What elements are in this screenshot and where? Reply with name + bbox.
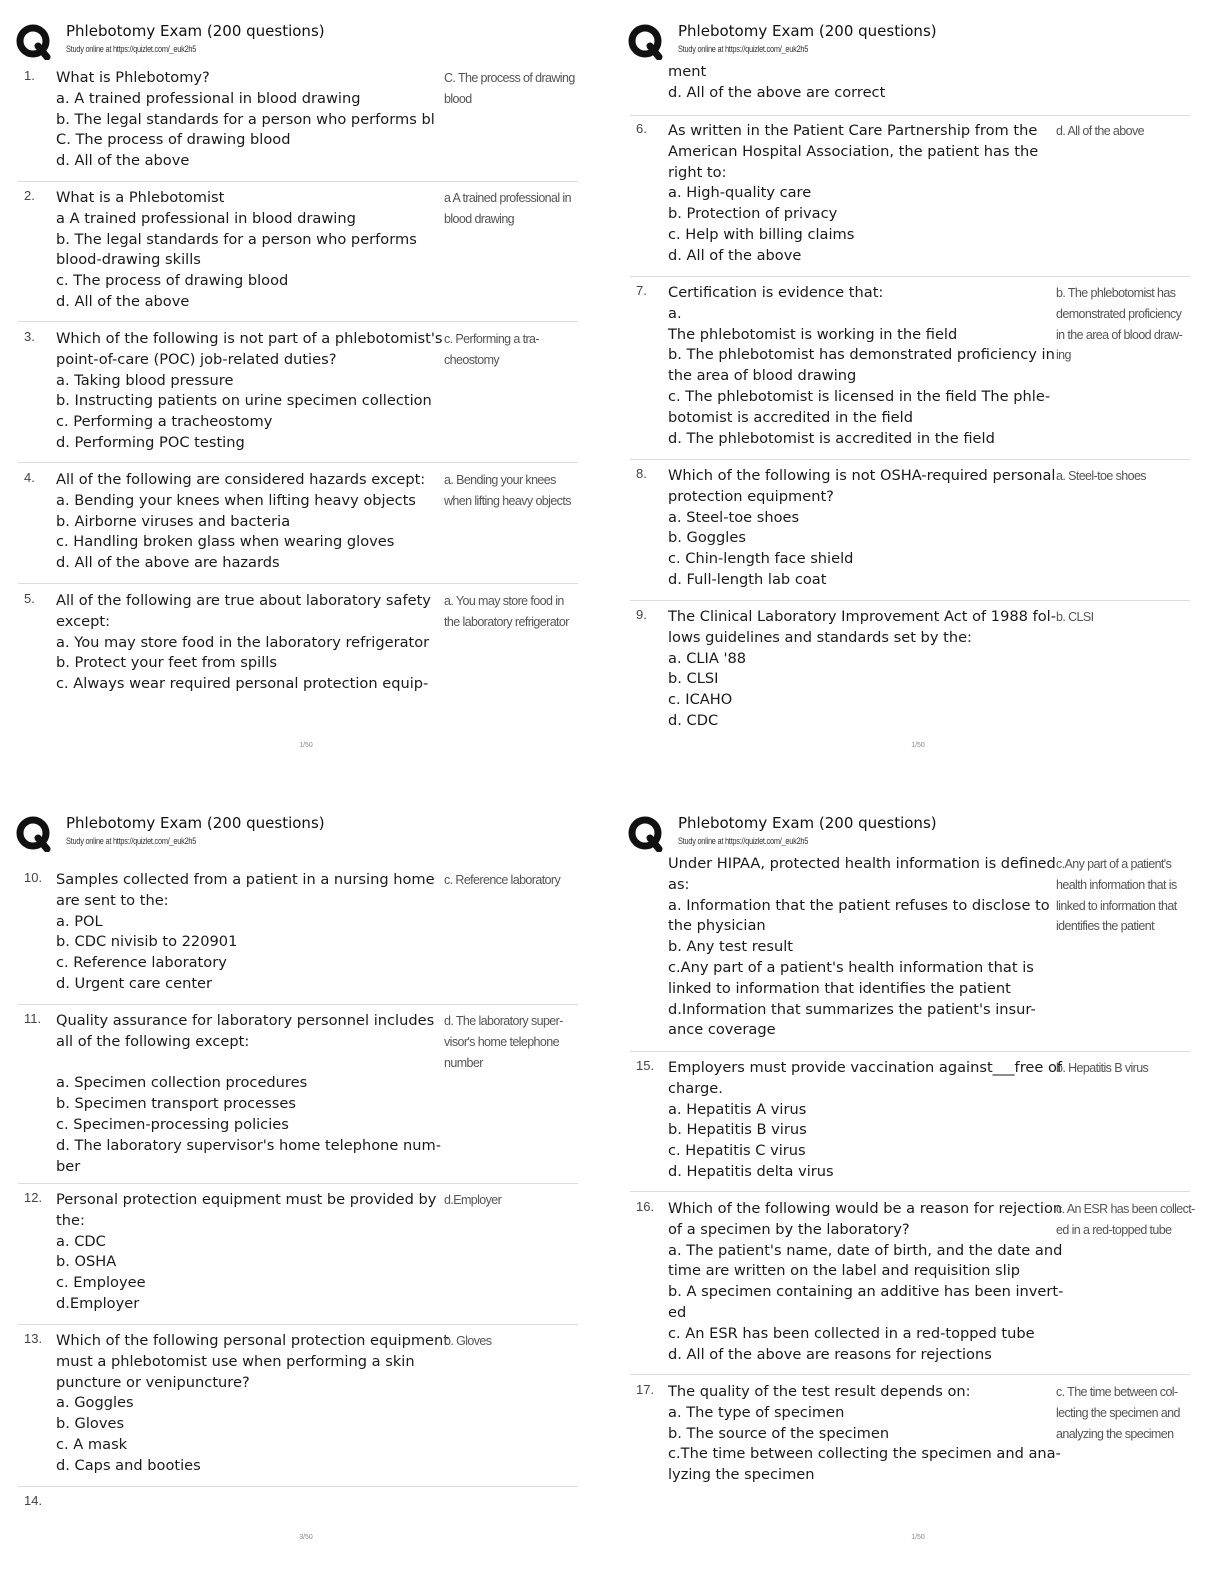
question-line: are sent to the: (56, 891, 169, 909)
question-number: 13. (24, 1331, 43, 1346)
answer-line: d.Employer (444, 1193, 502, 1207)
answer-line: demonstrated proficiency (1056, 306, 1182, 321)
question-text (56, 68, 442, 172)
question-line: b. OSHA (56, 1253, 117, 1271)
question-number: 2. (24, 188, 35, 203)
question-line: a. A trained professional in blood drawing (56, 89, 361, 107)
question-line: lows guidelines and standards set by the: (668, 628, 972, 646)
question-block (630, 62, 1190, 116)
question-line: b. Specimen transport processes (56, 1095, 296, 1113)
question-text (668, 1058, 1063, 1183)
question-line: the area of blood drawing (668, 367, 857, 385)
quizlet-logo-icon (16, 816, 52, 852)
question-line: ber (56, 1157, 81, 1175)
question-line: Which of the following would be a reason for rejection (668, 1200, 1063, 1217)
question-number: 16. (636, 1199, 655, 1214)
page-title: Phlebotomy Exam (200 questions) (66, 814, 325, 832)
question-line: the: (56, 1211, 85, 1229)
question-line: c. Reference laboratory (56, 954, 227, 972)
answer-line: in the area of blood draw- (1056, 327, 1183, 342)
answer-line: c. Performing a tra- (444, 332, 539, 346)
question-line: lyzing the specimen (668, 1466, 815, 1484)
question-block (18, 68, 578, 182)
question-line: right to: (668, 163, 727, 181)
answer-text (1056, 1382, 1188, 1444)
answer-text (1056, 854, 1188, 937)
question-line: b. CLSI (668, 670, 719, 688)
question-text (668, 607, 1054, 732)
question-line: point-of-care (POC) job-related duties? (56, 350, 337, 368)
answer-line: a. Steel-toe shoes (1056, 469, 1146, 483)
question-line: d. All of the above (56, 292, 190, 310)
question-line: d. Full-length lab coat (668, 570, 827, 588)
question-line: linked to information that identifies the patient (668, 979, 1011, 997)
page-number: 1/50 (299, 742, 313, 749)
question-block (18, 1011, 578, 1184)
question-number: 1. (24, 68, 35, 83)
answer-line: visor's home telephone (444, 1034, 559, 1049)
question-text (56, 591, 442, 695)
question-line: a. Bending your knees when lifting heavy objects (56, 491, 416, 509)
answer-text (444, 470, 576, 512)
question-line: d. Caps and booties (56, 1456, 201, 1474)
question-line: The quality of the test result depends on: (668, 1383, 971, 1400)
answer-line: c.Any part of a patient's (1056, 857, 1172, 871)
question-line: Which of the following is not part of a phlebotomist's (56, 330, 443, 347)
question-line: b. The phlebotomist has demonstrated proficiency in (668, 346, 1055, 364)
question-block (630, 854, 1190, 1052)
question-block (630, 466, 1190, 601)
question-block (630, 1199, 1195, 1375)
answer-line: b. Hepatitis B virus (1056, 1061, 1149, 1075)
question-line: Which of the following personal protection equipment (56, 1332, 450, 1349)
question-line: All of the following are true about laboratory safety (56, 592, 431, 609)
page-number: 1/50 (911, 1534, 925, 1541)
question-line: c. Handling broken glass when wearing gloves (56, 533, 395, 551)
question-block (630, 121, 1190, 277)
question-line: d. The laboratory supervisor's home telephone num- (56, 1136, 441, 1154)
answer-text (1056, 466, 1188, 487)
answer-line: C. The process of drawing (444, 71, 575, 85)
question-line: a. Goggles (56, 1394, 134, 1412)
question-number: 4. (24, 470, 35, 485)
question-line: The phlebotomist is working in the field (668, 325, 958, 343)
quizlet-logo-icon (16, 24, 52, 60)
answer-line: analyzing the specimen (1056, 1426, 1174, 1441)
answer-line: the laboratory refrigerator (444, 614, 569, 629)
answer-line: blood drawing (444, 211, 515, 226)
question-block (630, 1382, 1190, 1502)
quizlet-logo-icon (628, 24, 664, 60)
question-text (56, 1190, 442, 1315)
question-line: of a specimen by the laboratory? (668, 1220, 910, 1238)
page-1 (0, 0, 612, 792)
question-line: d. All of the above are reasons for rejections (668, 1345, 992, 1363)
answer-line: ing (1056, 348, 1071, 363)
question-number: 6. (636, 121, 647, 136)
question-block (18, 870, 578, 1005)
question-block (630, 1058, 1190, 1192)
answer-line: ed in a red-topped tube (1056, 1222, 1172, 1237)
question-text (56, 1331, 450, 1477)
question-line (56, 1053, 442, 1074)
question-line: protection equipment? (668, 487, 834, 505)
question-block (18, 1190, 578, 1325)
answer-line: identifies the patient (1056, 919, 1154, 934)
question-line: ment (668, 63, 707, 80)
question-text (668, 466, 1054, 591)
question-line: must a phlebotomist use when performing a skin (56, 1352, 415, 1370)
question-line: a. High-quality care (668, 184, 812, 202)
study-online-link[interactable]: Study online at https://quizlet.com/_euk2h5 (678, 44, 809, 54)
question-line: d. All of the above (668, 246, 802, 264)
answer-text (444, 591, 576, 633)
answer-line: linked to information that (1056, 898, 1177, 913)
question-block (630, 283, 1190, 460)
answer-text (1056, 1199, 1195, 1241)
question-line: b. Goggles (668, 529, 746, 547)
answer-line: b. The phlebotomist has (1056, 286, 1176, 300)
study-online-link[interactable]: Study online at https://quizlet.com/_euk2h5 (678, 836, 809, 846)
question-line: a. CLIA '88 (668, 649, 747, 667)
answer-line: lecting the specimen and (1056, 1405, 1180, 1420)
question-line: c.Any part of a patient's health information that is (668, 958, 1034, 976)
question-line: charge. (668, 1079, 723, 1097)
question-line: a. You may store food in the laboratory refrigerator (56, 633, 430, 651)
answer-text (1056, 283, 1188, 366)
question-line: ed (668, 1303, 687, 1321)
answer-line: a. Bending your knees (444, 473, 556, 487)
question-line: c. Specimen-processing policies (56, 1115, 289, 1133)
page-4 (612, 792, 1224, 1584)
question-line: d.Employer (56, 1294, 140, 1312)
answer-line: b. CLSI (1056, 610, 1094, 624)
question-line: Certification is evidence that: (668, 284, 884, 301)
question-line: What is a Phlebotomist (56, 189, 225, 206)
question-block (18, 470, 578, 584)
question-block (18, 1493, 578, 1523)
answer-text (444, 1011, 576, 1073)
question-line: The Clinical Laboratory Improvement Act of 1988 fol- (668, 608, 1056, 625)
page-3 (0, 792, 612, 1584)
question-line: c. ICAHO (668, 691, 733, 709)
quizlet-logo-icon (628, 816, 664, 852)
question-line: except: (56, 612, 111, 630)
question-line: American Hospital Association, the patient has the (668, 142, 1039, 160)
answer-line: c. An ESR has been collect- (1056, 1202, 1195, 1216)
question-line: c. Employee (56, 1274, 146, 1292)
question-line: c. Chin-length face shield (668, 550, 854, 568)
question-line: a. The patient's name, date of birth, and the date and (668, 1241, 1063, 1259)
question-text (668, 121, 1054, 267)
question-line: b. Instructing patients on urine specimen collection (56, 392, 432, 410)
question-line: d. The phlebotomist is accredited in the field (668, 429, 995, 447)
study-online-link[interactable]: Study online at https://quizlet.com/_euk2h5 (66, 836, 197, 846)
question-line: c. An ESR has been collected in a red-topped tube (668, 1324, 1035, 1342)
page-title: Phlebotomy Exam (200 questions) (678, 22, 937, 40)
question-line: b. The legal standards for a person who performs (56, 230, 417, 248)
question-line: b. Gloves (56, 1415, 125, 1433)
page-title: Phlebotomy Exam (200 questions) (66, 22, 325, 40)
question-line: a. (668, 304, 682, 322)
question-block (18, 591, 578, 701)
question-line: b. Hepatitis B virus (668, 1121, 807, 1139)
question-line: a. POL (56, 912, 103, 930)
question-line: b. The source of the specimen (668, 1424, 890, 1442)
question-number: 7. (636, 283, 647, 298)
answer-line: cheostomy (444, 352, 500, 367)
question-line: the physician (668, 917, 766, 935)
question-line: blood-drawing skills (56, 251, 201, 269)
question-line: b. Any test result (668, 938, 794, 956)
question-text (56, 329, 442, 454)
answer-text (444, 1331, 576, 1352)
question-line: Which of the following is not OSHA-required personal (668, 467, 1056, 484)
page-number: 1/50 (911, 742, 925, 749)
answer-text (444, 1190, 576, 1211)
answer-line: c. Reference laboratory (444, 873, 561, 887)
answer-text (444, 870, 576, 891)
answer-line: d. The laboratory super- (444, 1014, 563, 1028)
answer-text (444, 188, 576, 230)
question-line: c. The process of drawing blood (56, 272, 289, 290)
answer-line: a. You may store food in (444, 594, 564, 608)
question-line: d. Urgent care center (56, 974, 213, 992)
question-line: All of the following are considered hazards except: (56, 471, 426, 488)
question-line: a A trained professional in blood drawing (56, 209, 356, 227)
question-line: As written in the Patient Care Partnership from the (668, 122, 1038, 139)
question-line: c. Hepatitis C virus (668, 1142, 806, 1160)
answer-text (444, 329, 576, 371)
question-number: 11. (24, 1011, 42, 1026)
answer-line: b. Gloves (444, 1334, 492, 1348)
question-line: Personal protection equipment must be provided by (56, 1191, 437, 1208)
page-title: Phlebotomy Exam (200 questions) (678, 814, 937, 832)
question-line: d. All of the above are correct (668, 83, 886, 101)
question-block (630, 607, 1190, 735)
question-line: d. Hepatitis delta virus (668, 1162, 834, 1180)
question-line: d. All of the above (56, 152, 190, 170)
question-text (668, 1382, 1061, 1486)
question-line: b. Protection of privacy (668, 205, 838, 223)
question-text (668, 62, 1054, 104)
answer-text (1056, 1058, 1188, 1079)
question-line: a. Specimen collection procedures (56, 1074, 308, 1092)
question-number: 17. (636, 1382, 655, 1397)
answer-line: d. All of the above (1056, 124, 1144, 138)
question-line: Samples collected from a patient in a nursing home (56, 871, 435, 888)
question-line: d.Information that summarizes the patient's insur- (668, 1000, 1036, 1018)
question-line: as: (668, 875, 690, 893)
question-line: a. Taking blood pressure (56, 371, 234, 389)
study-online-link[interactable]: Study online at https://quizlet.com/_euk2h5 (66, 44, 197, 54)
question-text (56, 870, 442, 995)
question-number: 5. (24, 591, 35, 606)
question-text (56, 188, 442, 313)
question-number: 8. (636, 466, 647, 481)
question-number: 15. (636, 1058, 655, 1073)
answer-text (1056, 607, 1188, 628)
question-text (668, 283, 1054, 449)
question-number: 10. (24, 870, 43, 885)
question-text (56, 470, 442, 574)
question-line: What is Phlebotomy? (56, 69, 210, 86)
answer-line: a A trained professional in (444, 191, 571, 205)
question-line: a. Information that the patient refuses to disclose to (668, 896, 1050, 914)
answer-text (444, 68, 576, 110)
question-line: Quality assurance for laboratory personnel includes (56, 1012, 435, 1029)
question-line: d. All of the above are hazards (56, 554, 280, 572)
question-line: a. Hepatitis A virus (668, 1100, 807, 1118)
question-block (18, 1331, 578, 1487)
answer-line: blood (444, 91, 472, 106)
question-line: c. Always wear required personal protection equip- (56, 675, 429, 693)
page-number: 3/50 (299, 1534, 313, 1541)
question-line: c. Performing a tracheostomy (56, 413, 273, 431)
question-line: c. Help with billing claims (668, 225, 855, 243)
question-line: Under HIPAA, protected health information is defined (668, 855, 1056, 872)
question-block (18, 188, 578, 322)
question-line: puncture or venipuncture? (56, 1373, 250, 1391)
answer-line: number (444, 1055, 483, 1070)
answer-line: c. The time between col- (1056, 1385, 1178, 1399)
question-line: b. Protect your feet from spills (56, 654, 277, 672)
question-line: time are written on the label and requisition slip (668, 1262, 1021, 1280)
answer-line: when lifting heavy objects (444, 493, 571, 508)
question-line: b. Airborne viruses and bacteria (56, 512, 291, 530)
question-line: a. Steel-toe shoes (668, 508, 800, 526)
question-line: d. Performing POC testing (56, 433, 245, 451)
question-line: b. The legal standards for a person who performs bl (56, 110, 435, 128)
question-line: C. The process of drawing blood (56, 131, 291, 149)
question-block (18, 329, 578, 463)
page-2 (612, 0, 1224, 792)
question-line: Employers must provide vaccination against___free of (668, 1059, 1063, 1076)
answer-line: health information that is (1056, 877, 1177, 892)
question-line: c. A mask (56, 1435, 128, 1453)
question-number: 3. (24, 329, 35, 344)
question-line: all of the following except: (56, 1032, 250, 1050)
question-line: a. The type of specimen (668, 1403, 845, 1421)
question-text (668, 854, 1054, 1041)
question-text (56, 1011, 442, 1177)
question-line: c. The phlebotomist is licensed in the field The phle- (668, 387, 1051, 405)
question-text (668, 1199, 1064, 1365)
question-line: a. CDC (56, 1232, 106, 1250)
question-number: 14. (24, 1493, 43, 1508)
question-line: b. A specimen containing an additive has been invert- (668, 1283, 1064, 1301)
question-number: 9. (636, 607, 647, 622)
question-line: c.The time between collecting the specimen and ana- (668, 1445, 1061, 1463)
question-line: b. CDC nivisib to 220901 (56, 933, 238, 951)
answer-text (1056, 121, 1188, 142)
question-line: d. CDC (668, 711, 719, 729)
question-number: 12. (24, 1190, 43, 1205)
question-line: botomist is accredited in the field (668, 408, 913, 426)
question-line: ance coverage (668, 1021, 776, 1039)
